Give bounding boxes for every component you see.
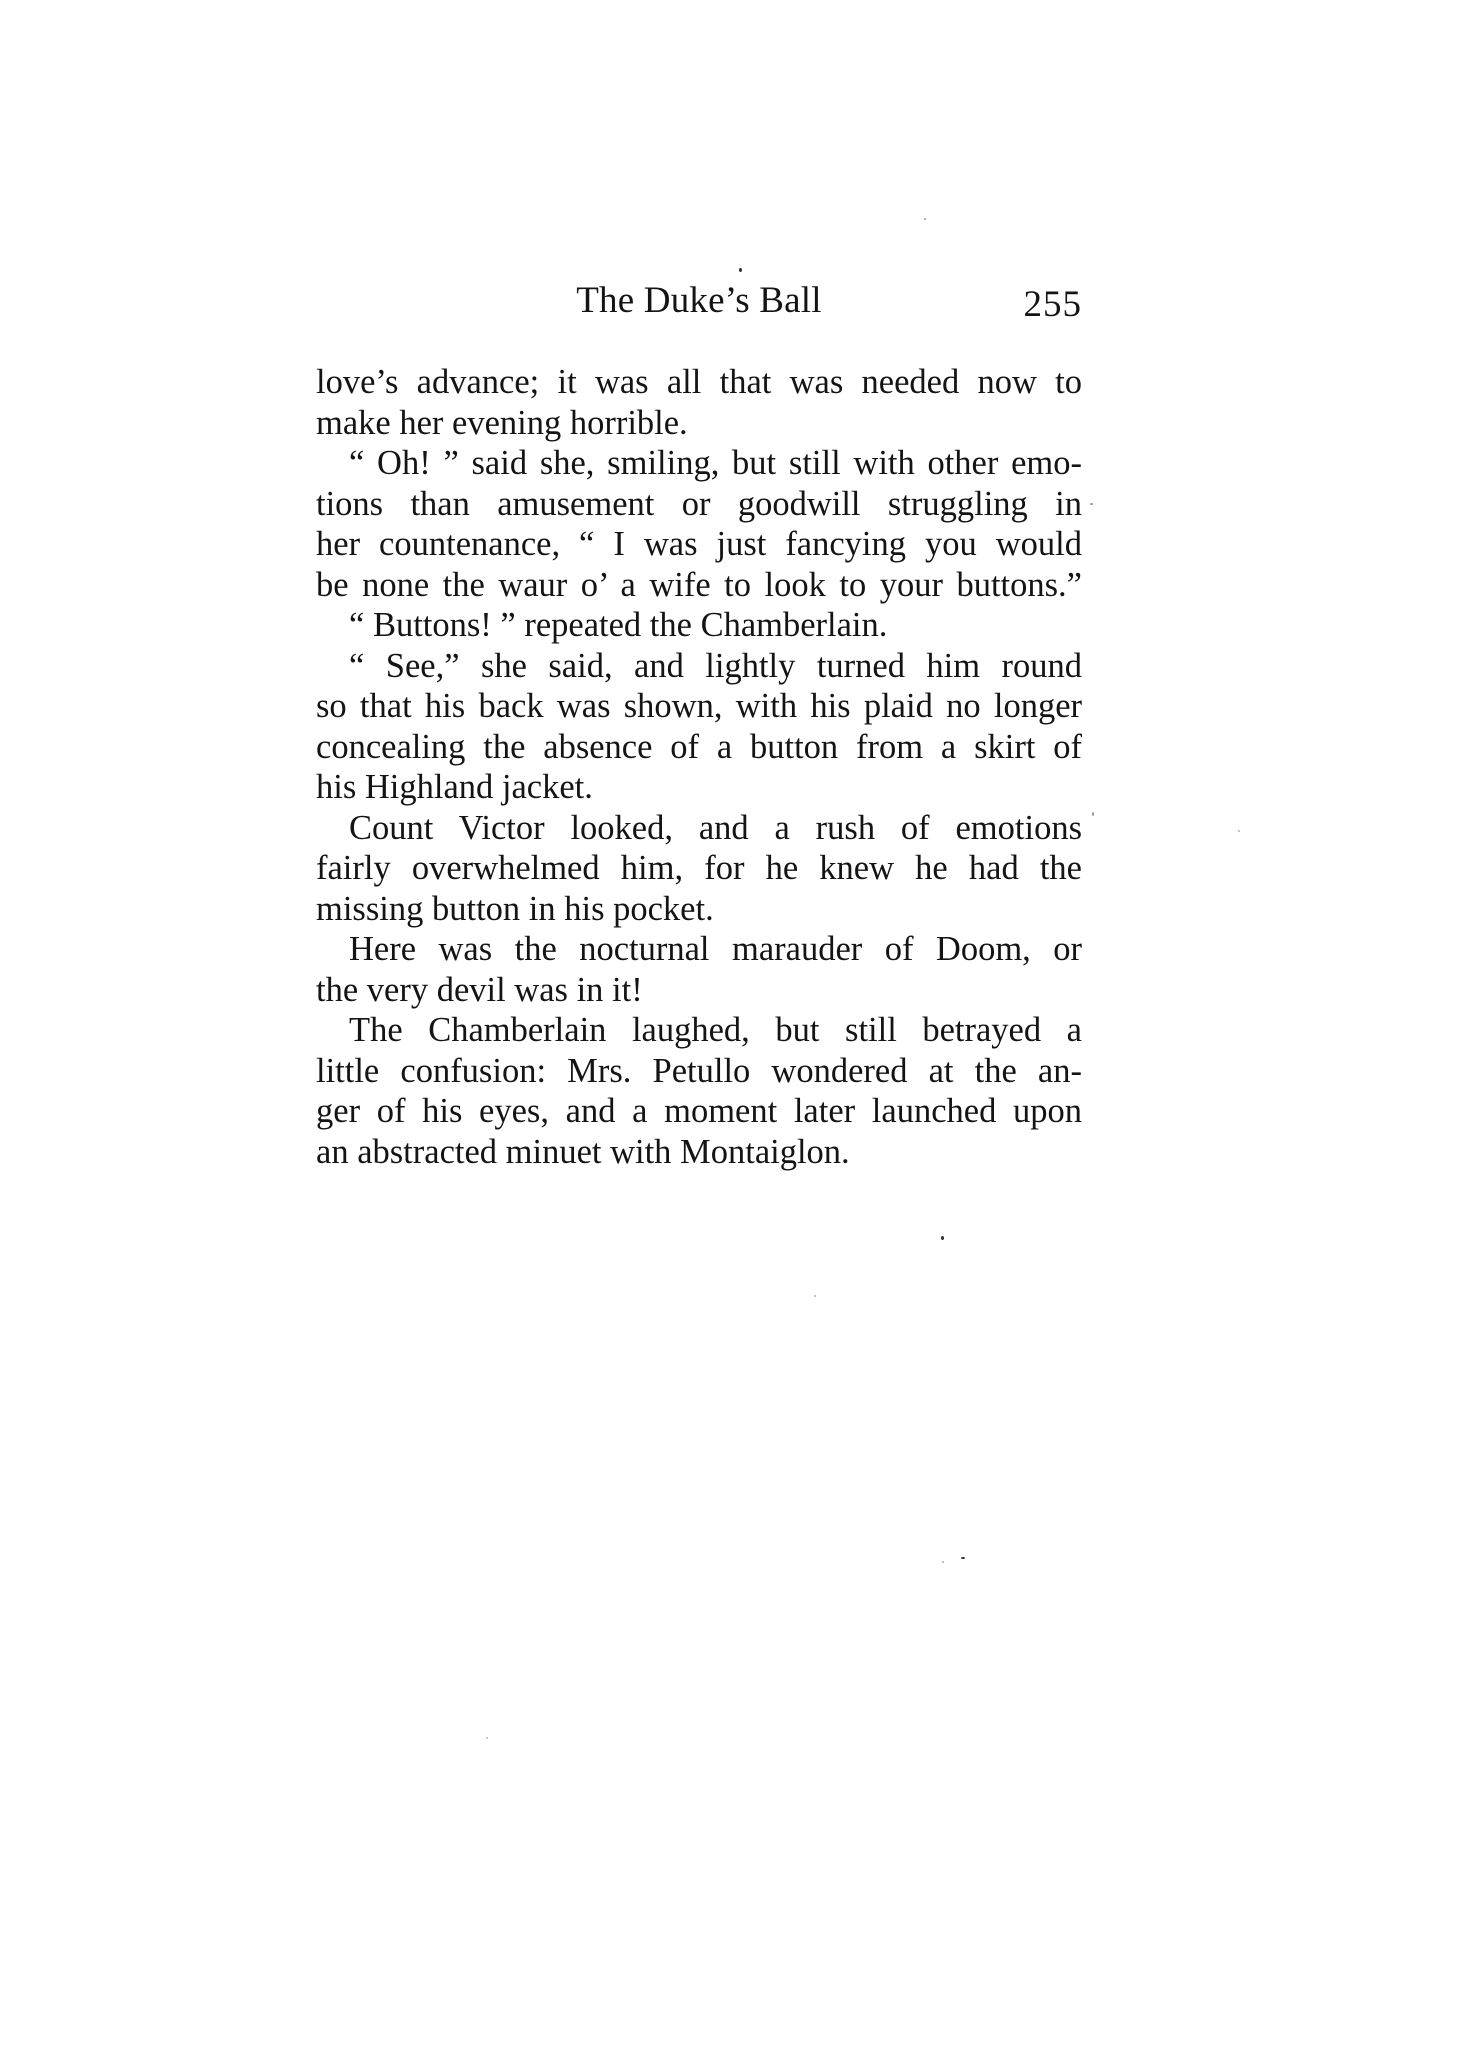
text-line: little confusion: Mrs. Petullo wondered at the an-: [316, 1051, 1082, 1090]
paper-speck: [941, 1236, 944, 1240]
paper-speck: [1090, 503, 1093, 505]
text-line: Here was the nocturnal marauder of Doom, or: [349, 930, 1082, 968]
text-line: “ Oh! ” said she, smiling, but still with other emo-: [349, 444, 1082, 482]
page-number: 255: [1023, 284, 1082, 325]
paper-speck: [739, 268, 742, 272]
text-line: Count Victor looked, and a rush of emotions: [349, 808, 1082, 847]
paper-speck: [814, 1295, 816, 1297]
text-line: the very devil was in it!: [316, 970, 643, 1009]
body-text: [316, 362, 1082, 1172]
paper-speck: [942, 1561, 944, 1563]
text-line: “ Buttons! ” repeated the Chamberlain.: [349, 606, 888, 644]
paper-speck: [924, 218, 926, 220]
text-line: her countenance, “ I was just fancying you would: [316, 525, 1082, 563]
text-line: make her evening horrible.: [316, 403, 688, 442]
text-line: concealing the absence of a button from a skirt of: [316, 727, 1082, 766]
text-line: ger of his eyes, and a moment later launched upon: [316, 1092, 1082, 1130]
paper-speck: [486, 1737, 488, 1739]
text-line: love’s advance; it was all that was needed now to: [316, 363, 1082, 401]
text-line: an abstracted minuet with Montaiglon.: [316, 1132, 850, 1171]
text-line: so that his back was shown, with his plaid no longer: [316, 687, 1082, 725]
text-line: missing button in his pocket.: [316, 889, 714, 928]
paper-speck: [961, 1557, 965, 1559]
paper-speck: [1092, 812, 1094, 816]
text-line: “ See,” she said, and lightly turned him round: [349, 646, 1082, 685]
text-line: tions than amusement or goodwill struggling in: [316, 484, 1082, 523]
running-title: The Duke’s Ball: [576, 280, 822, 321]
text-line: The Chamberlain laughed, but still betrayed a: [349, 1011, 1082, 1049]
paper-speck: [1238, 830, 1240, 832]
text-line: fairly overwhelmed him, for he knew he had the: [316, 849, 1082, 887]
text-line: be none the waur o’ a wife to look to your buttons.”: [316, 565, 1082, 604]
running-head: [316, 276, 1082, 326]
text-line: his Highland jacket.: [316, 768, 593, 806]
